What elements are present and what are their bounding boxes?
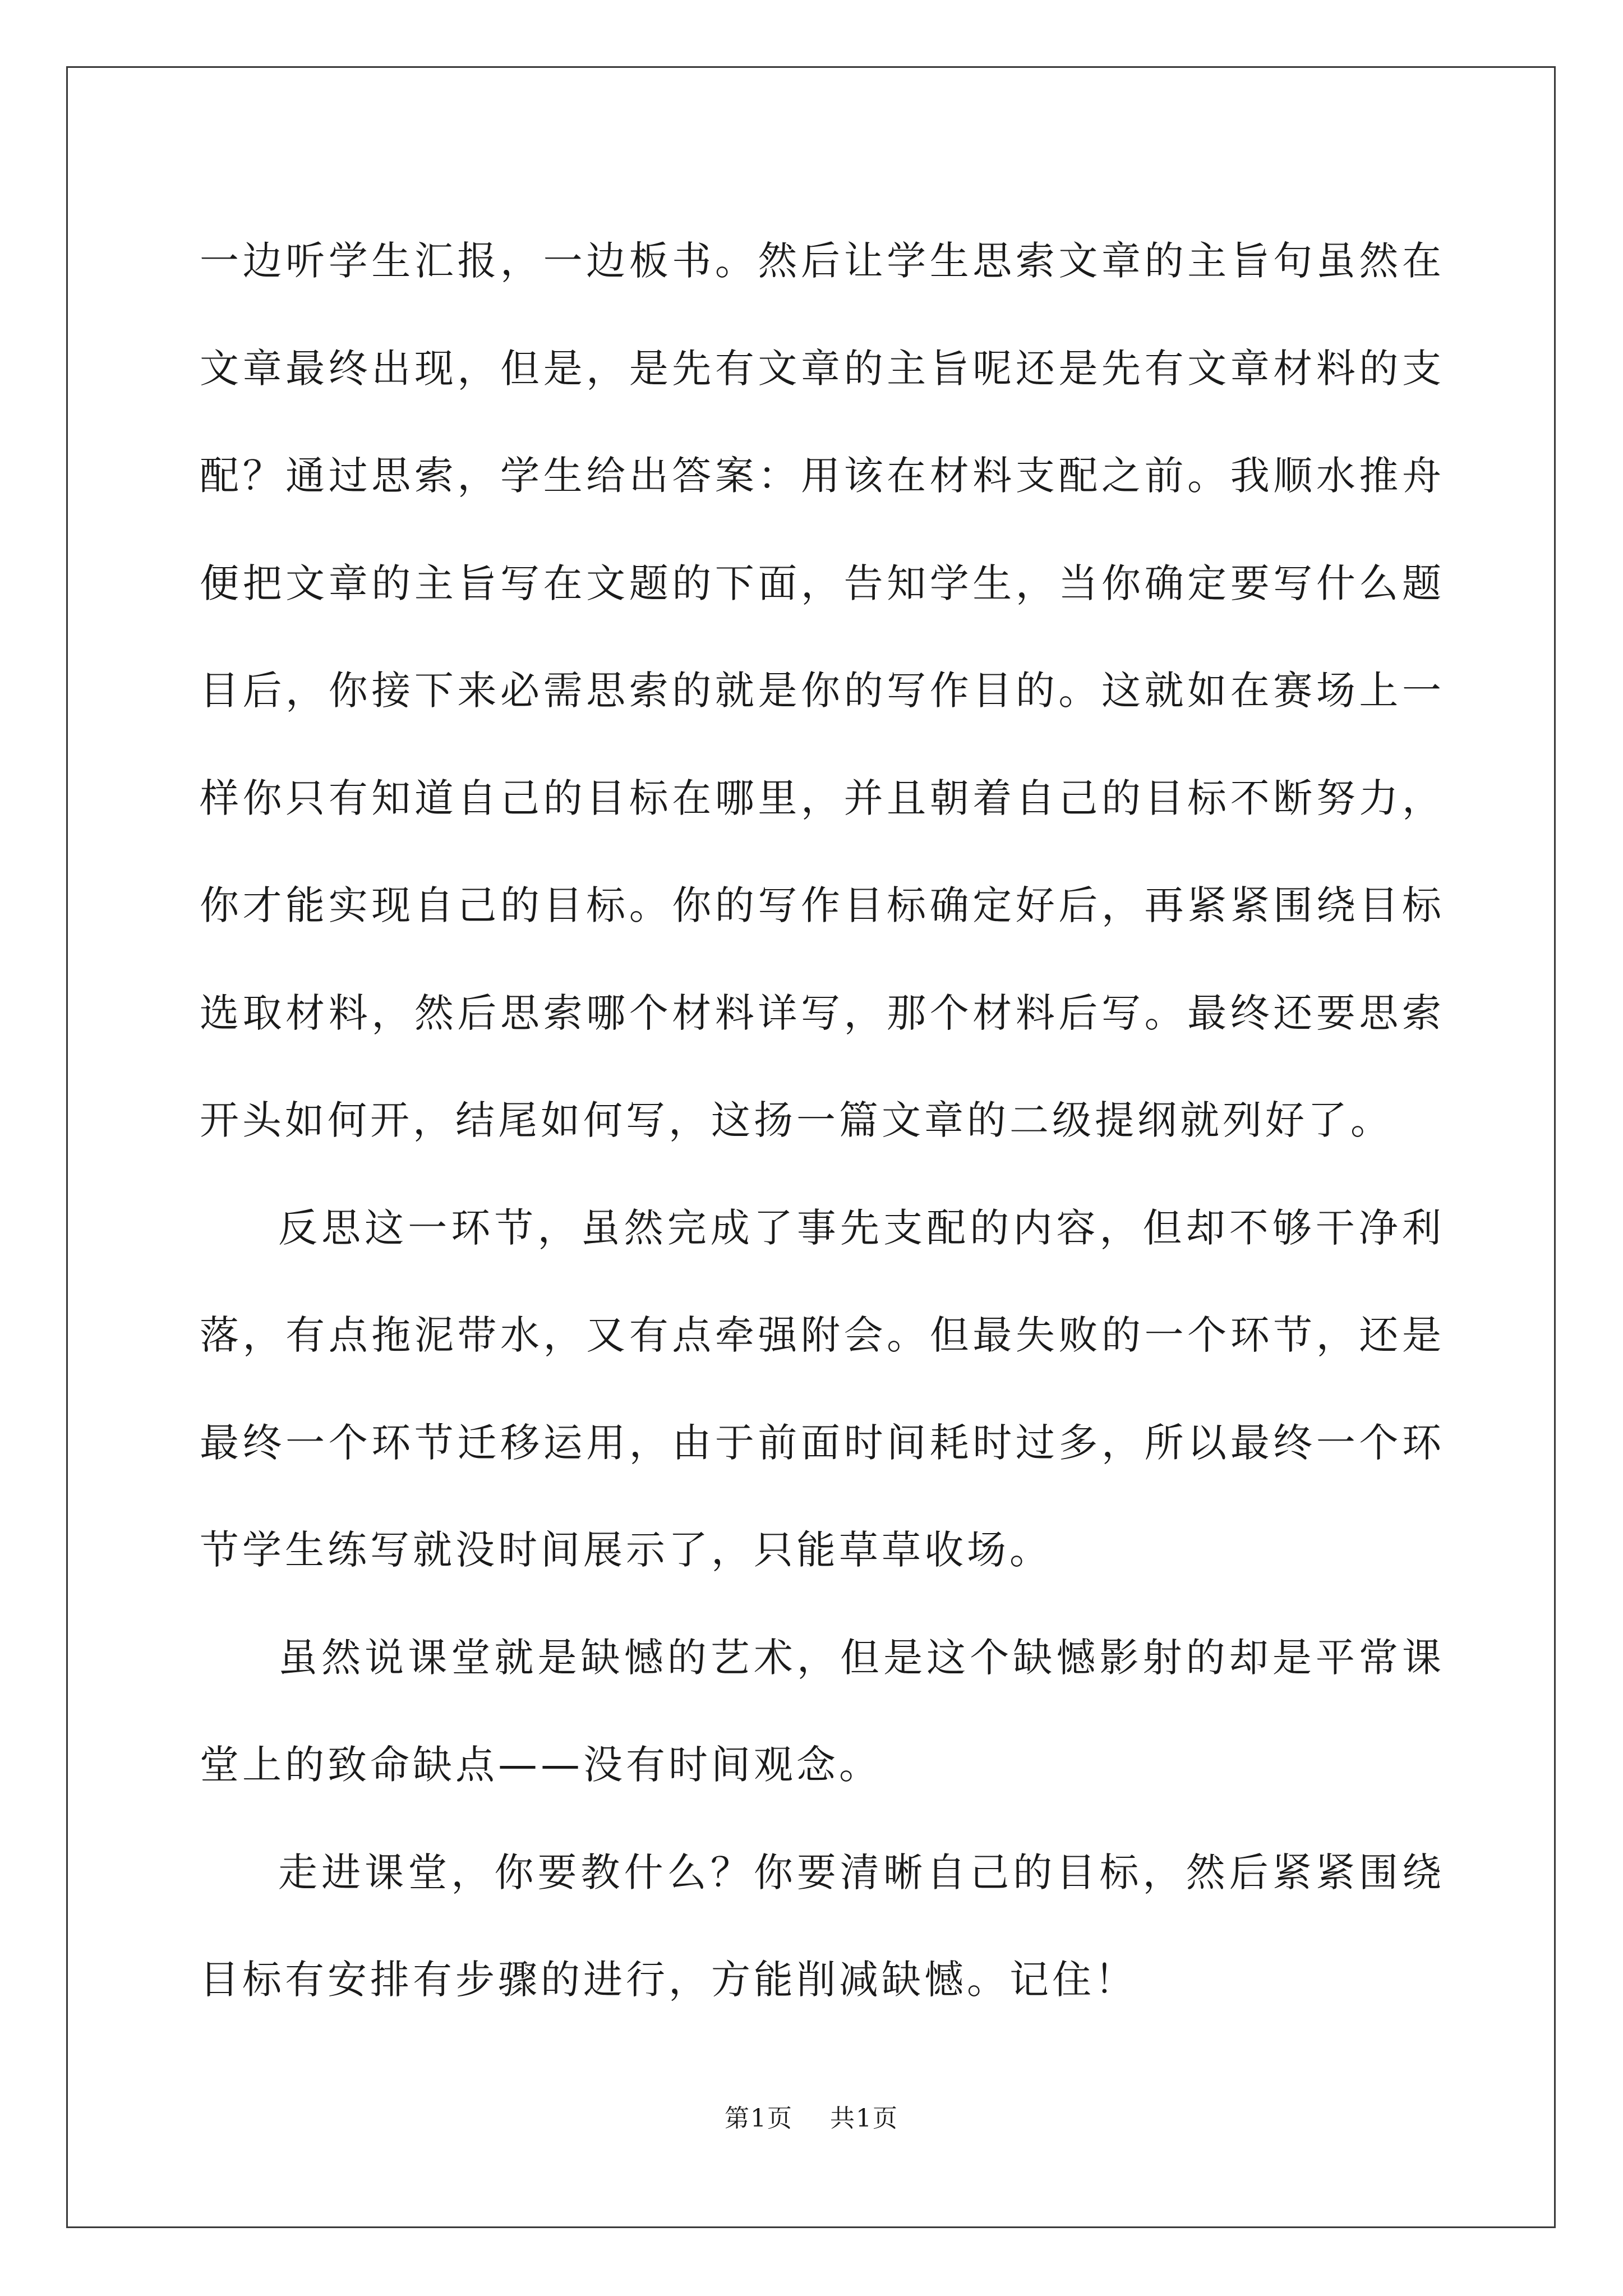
paragraph: 反思这一环节，虽然完成了事先支配的内容，但却不够干净利落，有点拖泥带水，又有点牵强附会。但最失败的一个环节，还是最终一个环节迁移运用，由于前面时间耗时过多，所以最终一个环节学生练写就没时间展示了，只能草草收场。: [200, 1204, 1445, 1573]
page-footer: [0, 2098, 1623, 2134]
paragraph: 走进课堂，你要教什么？你要清晰自己的目标，然后紧紧围绕目标有安排有步骤的进行，方能削减缺憾。记住！: [200, 1849, 1445, 2003]
page-number: 第1页: [725, 2104, 793, 2133]
paragraph: 一边听学生汇报，一边板书。然后让学生思索文章的主旨句虽然在文章最终出现，但是，是先有文章的主旨呢还是先有文章材料的支配？通过思索，学生给出答案：用该在材料支配之前。我顺水推舟便把文章的主旨写在文题的下面，告知学生，当你确定要写什么题目后，你接下来必需思索的就是你的写作目的。这就如在赛场上一样你只有知道自己的目标在哪里，并且朝着自己的目标不断努力，你才能实现自己的目标。你的写作目标确定好后，再紧紧围绕目标选取材料，然后思索哪个材料详写，那个材料后写。最终还要思索开头如何开，结尾如何写，这扬一篇文章的二级提纲就列好了。: [200, 238, 1445, 1143]
page-total: 共1页: [830, 2104, 898, 2133]
document-body: [200, 208, 1445, 2034]
paragraph: 虽然说课堂就是缺憾的艺术，但是这个缺憾影射的却是平常课堂上的致命缺点——没有时间观念。: [200, 1634, 1445, 1788]
